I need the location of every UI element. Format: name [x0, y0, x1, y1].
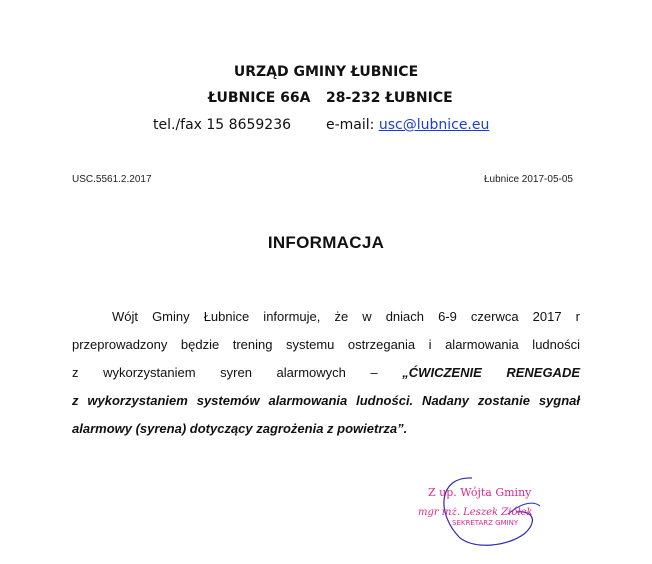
email-line	[326, 117, 489, 133]
body-line-3-plain: z wykorzystaniem syren alarmowych –	[72, 365, 403, 380]
office-name: URZĄD GMINY ŁUBNICE	[233, 64, 419, 80]
document-title: INFORMACJA	[267, 233, 385, 252]
body-line-1: Wójt Gminy Łubnice informuje, że w dniach 6-9 czerwca 2017 r	[112, 309, 580, 324]
body-line-3	[72, 359, 580, 387]
body-line-2: przeprowadzony będzie trening systemu ostrzegania i alarmowania ludności	[72, 337, 580, 352]
stamp-line-1: Z up. Wójta Gminy	[428, 486, 532, 499]
phone-fax: tel./fax 15 8659236	[153, 117, 292, 133]
email-link[interactable]: usc@lubnice.eu	[378, 117, 490, 133]
body-line-5: alarmowy (syrena) dotyczący zagrożenia z powietrza”.	[72, 421, 408, 436]
reference-number: USC.5561.2.2017	[72, 174, 152, 185]
body-line-3-bold: „ĆWICZENIE RENEGADE	[402, 365, 581, 380]
stamp-line-3: SEKRETARZ GMINY	[452, 519, 519, 527]
address-postal: 28-232 ŁUBNICE	[326, 90, 453, 106]
address-street: ŁUBNICE 66A	[208, 90, 311, 106]
email-label: e-mail:	[326, 117, 375, 133]
document-body	[72, 303, 580, 443]
place-date: Łubnice 2017-05-05	[484, 174, 573, 185]
body-line-4: z wykorzystaniem systemów alarmowania ludności. Nadany zostanie sygnał	[72, 393, 580, 408]
stamp-line-2: mgr inż. Leszek Ziółek	[418, 507, 533, 518]
